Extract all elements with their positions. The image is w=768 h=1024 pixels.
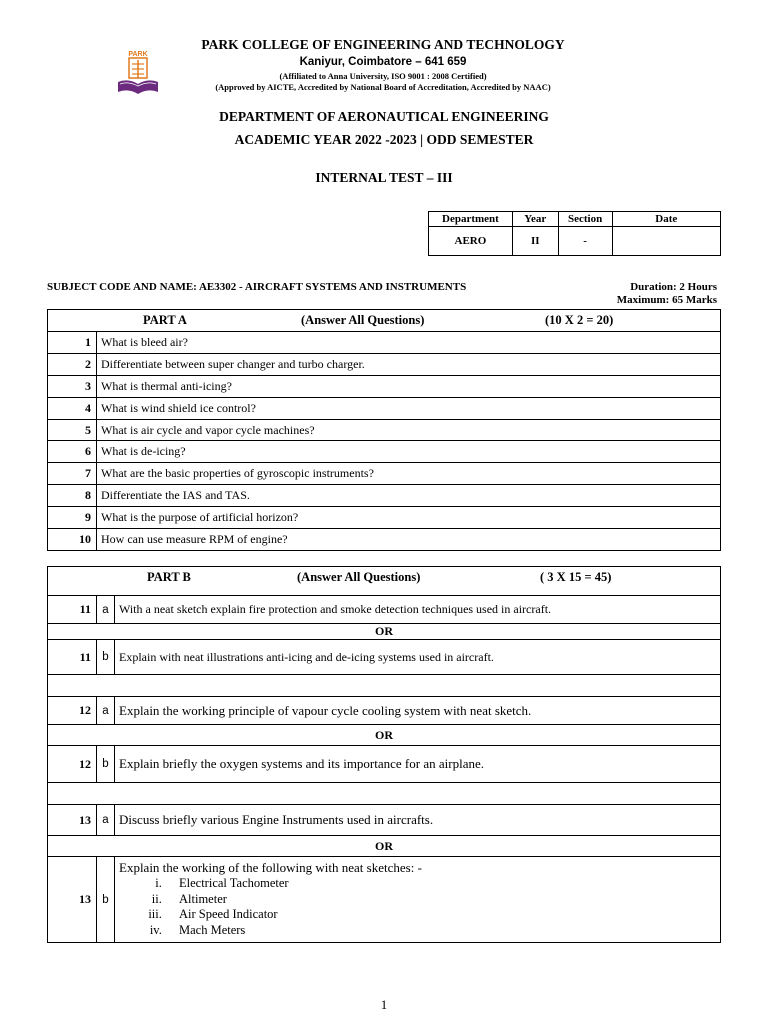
question-text: Explain with neat illustrations anti-icing and de-icing systems used in aircraft. bbox=[115, 640, 721, 675]
part-a-marks: (10 X 2 = 20) bbox=[545, 313, 614, 327]
question-text: Explain briefly the oxygen systems and its importance for an airplane. bbox=[115, 746, 721, 783]
list-item: i. Electrical Tachometer bbox=[165, 876, 716, 892]
list-item: iii. Air Speed Indicator bbox=[165, 907, 716, 923]
question-text: What is wind shield ice control? bbox=[97, 397, 721, 419]
question-text: Discuss briefly various Engine Instruments used in aircrafts. bbox=[115, 805, 721, 836]
info-value-section: - bbox=[558, 227, 612, 256]
table-row bbox=[48, 697, 721, 725]
question-number: 13 bbox=[48, 857, 97, 943]
question-text: What is thermal anti-icing? bbox=[97, 375, 721, 397]
subject-line: SUBJECT CODE AND NAME: AE3302 - AIRCRAFT SYSTEMS AND INSTRUMENTS bbox=[47, 281, 467, 293]
question-number: 3 bbox=[48, 375, 97, 397]
list-item: iv. Mach Meters bbox=[165, 923, 716, 939]
table-row bbox=[48, 529, 721, 551]
college-name: PARK COLLEGE OF ENGINEERING AND TECHNOLOGY bbox=[201, 37, 565, 52]
question-sub: b bbox=[97, 746, 115, 783]
question-number: 12 bbox=[48, 697, 97, 725]
info-table bbox=[428, 211, 721, 256]
info-header-department: Department bbox=[429, 212, 513, 227]
logo-lettering: PARK bbox=[128, 51, 148, 58]
question-number: 6 bbox=[48, 441, 97, 463]
part-b-table bbox=[47, 566, 721, 943]
question-sub: b bbox=[97, 857, 115, 943]
question-text: What are the basic properties of gyroscopic instruments? bbox=[97, 463, 721, 485]
part-a-header bbox=[48, 310, 720, 331]
question-number: 8 bbox=[48, 485, 97, 507]
question-number: 13 bbox=[48, 805, 97, 836]
question-number: 9 bbox=[48, 507, 97, 529]
part-b-header bbox=[48, 567, 720, 588]
question-text: What is the purpose of artificial horizon? bbox=[97, 507, 721, 529]
question-text: What is de-icing? bbox=[97, 441, 721, 463]
question-number: 12 bbox=[48, 746, 97, 783]
table-row bbox=[48, 640, 721, 675]
or-divider: OR bbox=[48, 725, 721, 746]
table-row bbox=[48, 332, 721, 354]
table-row bbox=[48, 441, 721, 463]
table-row bbox=[48, 485, 721, 507]
question-number: 2 bbox=[48, 353, 97, 375]
part-a-table bbox=[47, 309, 721, 551]
affiliation-note: (Affiliated to Anna University, ISO 9001 : 2008 Certified) bbox=[279, 71, 487, 81]
part-b-title: PART B bbox=[147, 570, 191, 584]
part-a-instruction: (Answer All Questions) bbox=[301, 313, 425, 327]
part-a-title: PART A bbox=[143, 313, 187, 327]
question-sub: a bbox=[97, 805, 115, 836]
table-row bbox=[48, 805, 721, 836]
info-value-year: II bbox=[512, 227, 558, 256]
question-text: Explain the working principle of vapour cycle cooling system with neat sketch. bbox=[115, 697, 721, 725]
question-sub: a bbox=[97, 697, 115, 725]
info-header-section: Section bbox=[558, 212, 612, 227]
question-text: Differentiate between super changer and turbo charger. bbox=[97, 353, 721, 375]
question-sub: b bbox=[97, 640, 115, 675]
question-number: 11 bbox=[48, 596, 97, 624]
table-row bbox=[48, 746, 721, 783]
question-number: 1 bbox=[48, 332, 97, 354]
table-row bbox=[48, 397, 721, 419]
academic-year: ACADEMIC YEAR 2022 -2023 | ODD SEMESTER bbox=[234, 132, 534, 147]
question-sub: a bbox=[97, 596, 115, 624]
part-b-marks: ( 3 X 15 = 45) bbox=[540, 570, 612, 584]
info-value-date bbox=[612, 227, 720, 256]
question-text: With a neat sketch explain fire protection and smoke detection techniques used in aircraft. bbox=[115, 596, 721, 624]
question-text: Differentiate the IAS and TAS. bbox=[97, 485, 721, 507]
page-number: 1 bbox=[380, 997, 388, 1012]
blank-row bbox=[48, 675, 721, 697]
question-text: What is bleed air? bbox=[97, 332, 721, 354]
part-b-instruction: (Answer All Questions) bbox=[297, 570, 421, 584]
question-number: 7 bbox=[48, 463, 97, 485]
table-row bbox=[48, 419, 721, 441]
college-address: Kaniyur, Coimbatore – 641 659 bbox=[299, 56, 467, 68]
or-divider: OR bbox=[48, 624, 721, 640]
test-title: INTERNAL TEST – III bbox=[315, 170, 453, 185]
table-row bbox=[48, 463, 721, 485]
maximum-marks: Maximum: 65 Marks bbox=[616, 294, 717, 306]
info-value-department: AERO bbox=[429, 227, 513, 256]
approval-note: (Approved by AICTE, Accredited by National Board of Accreditation, Accredited by NAAC) bbox=[215, 82, 551, 92]
list-item: ii. Altimeter bbox=[165, 892, 716, 908]
question-number: 5 bbox=[48, 419, 97, 441]
or-divider: OR bbox=[48, 836, 721, 857]
question-number: 10 bbox=[48, 529, 97, 551]
question-text: What is air cycle and vapor cycle machines? bbox=[97, 419, 721, 441]
question-cell bbox=[115, 857, 721, 943]
question-text: Explain the working of the following with neat sketches: - bbox=[119, 860, 422, 875]
duration: Duration: 2 Hours bbox=[630, 281, 717, 293]
info-header-date: Date bbox=[612, 212, 720, 227]
question-number: 4 bbox=[48, 397, 97, 419]
info-header-year: Year bbox=[512, 212, 558, 227]
question-number: 11 bbox=[48, 640, 97, 675]
table-row bbox=[48, 507, 721, 529]
table-row bbox=[48, 596, 721, 624]
table-row bbox=[48, 353, 721, 375]
blank-row bbox=[48, 783, 721, 805]
sub-item-list bbox=[119, 876, 716, 938]
table-row bbox=[48, 857, 721, 943]
question-text: How can use measure RPM of engine? bbox=[97, 529, 721, 551]
table-row bbox=[48, 375, 721, 397]
department-title: DEPARTMENT OF AERONAUTICAL ENGINEERING bbox=[219, 109, 549, 124]
